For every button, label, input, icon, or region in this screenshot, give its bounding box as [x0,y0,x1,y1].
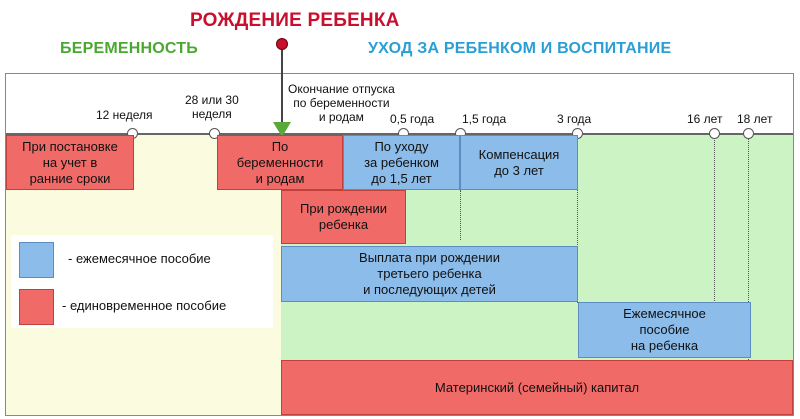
pregnancy-header: БЕРЕМЕННОСТЬ [60,40,198,57]
legend-lump-swatch [19,289,54,325]
box-care-1-5: По уходу за ребенком до 1,5 лет [343,135,460,190]
box-compensation-3: Компенсация до 3 лет [460,135,578,190]
label-1-5-year: 1,5 года [462,112,507,126]
label-18-years: 18 лет [737,112,773,126]
box-birth-payment: При рождении ребенка [281,190,406,244]
legend-monthly-label: - ежемесячное пособие [68,251,211,266]
care-header: УХОД ЗА РЕБЕНКОМ И ВОСПИТАНИЕ [368,40,672,57]
guide-line-16 [714,135,715,305]
box-maternity: По беременности и родам [217,135,343,190]
guide-line-1-5 [460,190,461,240]
label-12-week: 12 неделя [96,108,153,122]
box-monthly-child: Ежемесячное пособие на ребенка [578,302,751,358]
birth-marker-dot [276,38,288,50]
box-early-registration: При постановке на учет в ранние сроки [6,135,134,190]
label-leave-end: Окончание отпуска по беременности и родам [288,82,395,124]
label-3-years: 3 года [557,112,592,126]
legend-monthly-swatch [19,242,54,278]
box-maternity-capital: Материнский (семейный) капитал [281,360,793,415]
legend-lump-label: - единовременное пособие [62,298,227,313]
birth-header: РОЖДЕНИЕ РЕБЕНКА [190,10,400,31]
label-0-5-year: 0,5 года [390,112,435,126]
timeline-point-16 [709,128,720,139]
label-28-30-week: 28 или 30 неделя [185,93,239,121]
timeline-point-18 [743,128,754,139]
box-third-child: Выплата при рождении третьего ребенка и последующих детей [281,246,578,302]
label-16-years: 16 лет [687,112,723,126]
